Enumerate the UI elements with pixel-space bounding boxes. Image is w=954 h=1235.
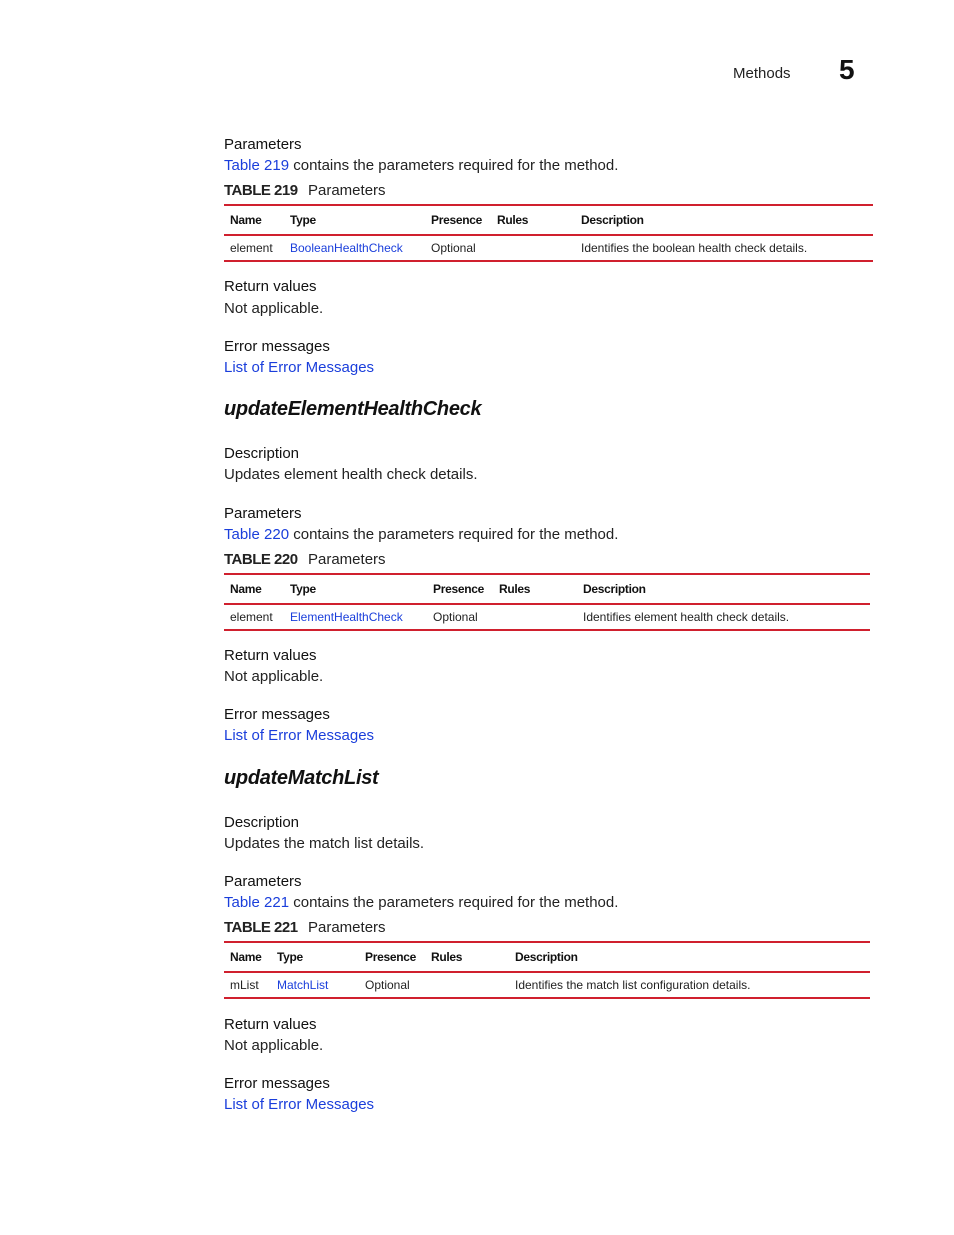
return-values-text: Not applicable. bbox=[224, 1037, 324, 1054]
table-title: Parameters bbox=[308, 919, 386, 936]
parameters-intro: Table 219 contains the parameters required for the method. bbox=[224, 157, 619, 174]
return-values-text: Not applicable. bbox=[224, 668, 324, 685]
table-title: Parameters bbox=[308, 182, 386, 199]
cell-description: Identifies the boolean health check details. bbox=[581, 241, 808, 255]
column-header: Type bbox=[271, 942, 359, 972]
return-values-heading: Return values bbox=[224, 647, 317, 664]
column-header: Description bbox=[575, 205, 873, 235]
cell-presence: Optional bbox=[433, 610, 478, 624]
return-values-text: Not applicable. bbox=[224, 300, 324, 317]
table-219-link[interactable]: Table 219 bbox=[224, 157, 290, 174]
table-title: Parameters bbox=[308, 551, 386, 568]
table-row bbox=[224, 604, 870, 630]
cell-type-link[interactable]: MatchList bbox=[277, 978, 329, 992]
error-messages-heading: Error messages bbox=[224, 338, 330, 355]
column-header: Rules bbox=[425, 942, 509, 972]
table-number: TABLE 220 bbox=[224, 551, 298, 568]
cell-name: element bbox=[230, 610, 273, 624]
cell-rules bbox=[425, 972, 509, 998]
cell-type-link[interactable]: BooleanHealthCheck bbox=[290, 241, 403, 255]
column-header: Presence bbox=[359, 942, 425, 972]
parameters-intro: Table 220 contains the parameters required for the method. bbox=[224, 526, 619, 543]
cell-name: element bbox=[230, 241, 273, 255]
table-header-row bbox=[224, 205, 873, 235]
description-heading: Description bbox=[224, 814, 300, 831]
return-values-heading: Return values bbox=[224, 1016, 317, 1033]
table-header-row bbox=[224, 942, 870, 972]
column-header: Name bbox=[224, 942, 271, 972]
return-values-heading: Return values bbox=[224, 278, 317, 295]
table-221-link[interactable]: Table 221 bbox=[224, 894, 290, 911]
method-title: updateMatchList bbox=[224, 767, 379, 789]
parameters-table bbox=[224, 573, 870, 631]
description-heading: Description bbox=[224, 445, 300, 462]
error-messages-link[interactable]: List of Error Messages bbox=[224, 727, 375, 744]
parameters-intro: Table 221 contains the parameters required for the method. bbox=[224, 894, 619, 911]
column-header: Name bbox=[224, 205, 284, 235]
table-number: TABLE 221 bbox=[224, 919, 298, 936]
column-header: Type bbox=[284, 574, 427, 604]
column-header: Presence bbox=[425, 205, 491, 235]
column-header: Name bbox=[224, 574, 284, 604]
parameters-table bbox=[224, 204, 873, 262]
error-messages-link[interactable]: List of Error Messages bbox=[224, 359, 375, 376]
table-row bbox=[224, 235, 873, 261]
table-row bbox=[224, 972, 870, 998]
error-messages-heading: Error messages bbox=[224, 1075, 330, 1092]
parameters-heading: Parameters bbox=[224, 136, 302, 153]
cell-name: mList bbox=[230, 978, 259, 992]
cell-description: Identifies element health check details. bbox=[583, 610, 790, 624]
cell-description: Identifies the match list configuration details. bbox=[515, 978, 751, 992]
running-header-section: Methods bbox=[733, 65, 791, 82]
table-number: TABLE 219 bbox=[224, 182, 298, 199]
error-messages-heading: Error messages bbox=[224, 706, 330, 723]
table-caption bbox=[224, 551, 386, 568]
description-text: Updates the match list details. bbox=[224, 835, 425, 852]
error-messages-link[interactable]: List of Error Messages bbox=[224, 1096, 375, 1113]
table-caption bbox=[224, 182, 386, 199]
cell-presence: Optional bbox=[431, 241, 476, 255]
column-header: Rules bbox=[493, 574, 577, 604]
cell-rules bbox=[491, 235, 575, 261]
column-header: Description bbox=[577, 574, 870, 604]
cell-rules bbox=[493, 604, 577, 630]
table-caption bbox=[224, 919, 386, 936]
parameters-heading: Parameters bbox=[224, 505, 302, 522]
table-header-row bbox=[224, 574, 870, 604]
parameters-table bbox=[224, 941, 870, 999]
cell-type-link[interactable]: ElementHealthCheck bbox=[290, 610, 403, 624]
column-header: Presence bbox=[427, 574, 493, 604]
column-header: Description bbox=[509, 942, 870, 972]
table-220-link[interactable]: Table 220 bbox=[224, 526, 290, 543]
cell-presence: Optional bbox=[365, 978, 410, 992]
chapter-number: 5 bbox=[839, 54, 855, 85]
column-header: Type bbox=[284, 205, 425, 235]
parameters-heading: Parameters bbox=[224, 873, 302, 890]
description-text: Updates element health check details. bbox=[224, 466, 478, 483]
method-title: updateElementHealthCheck bbox=[224, 398, 482, 420]
column-header: Rules bbox=[491, 205, 575, 235]
